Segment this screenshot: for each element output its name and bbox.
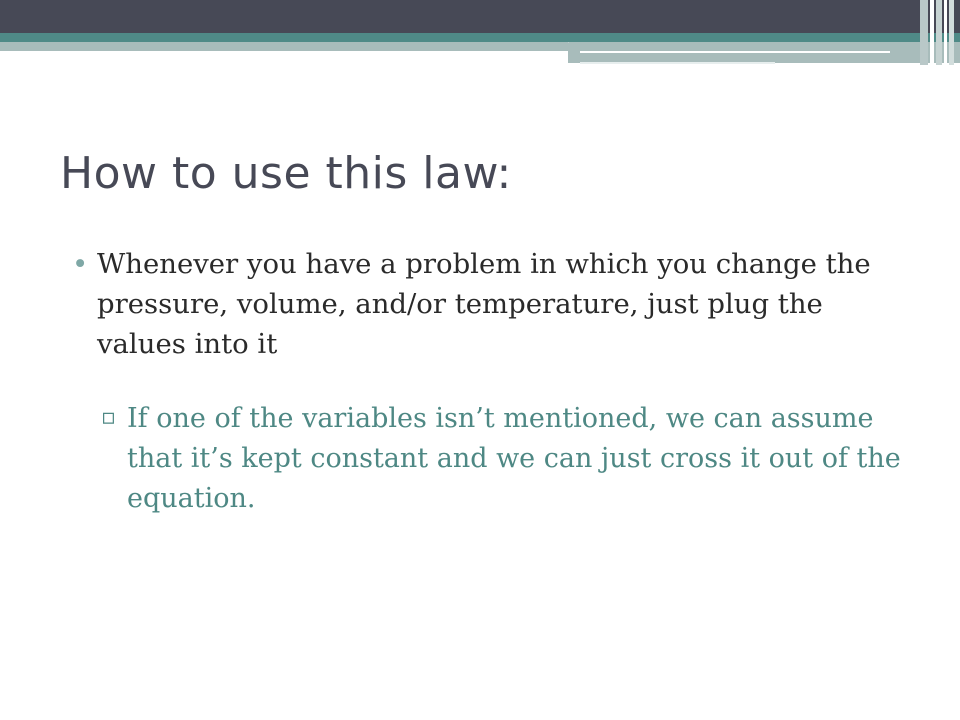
sub-bullet-item <box>101 399 912 519</box>
top-teal-stripe <box>0 33 960 42</box>
corner-vertical-stripe <box>920 0 928 65</box>
top-gray-stripe <box>0 42 568 51</box>
corner-vertical-stripe <box>930 0 934 65</box>
tab-highlight-line <box>580 51 890 53</box>
bullet-item <box>72 244 912 364</box>
bullet-text: Whenever you have a problem in which you change the pressure, volume, and/or temperature, just plug the values into it <box>97 248 871 360</box>
corner-vertical-stripe <box>944 0 947 65</box>
corner-vertical-stripe <box>949 0 954 65</box>
top-decorative-bar <box>0 0 960 33</box>
corner-vertical-stripe <box>936 0 942 65</box>
sub-bullet-marker: ▫ <box>101 405 116 430</box>
slide-body <box>72 244 912 519</box>
tab-highlight-line <box>580 62 775 64</box>
bullet-marker: • <box>72 248 89 280</box>
slide-title: How to use this law: <box>60 148 512 199</box>
sub-bullet-text: If one of the variables isn’t mentioned, we can assume that it’s kept constant and we can just cross it out of the equation. <box>127 403 901 514</box>
